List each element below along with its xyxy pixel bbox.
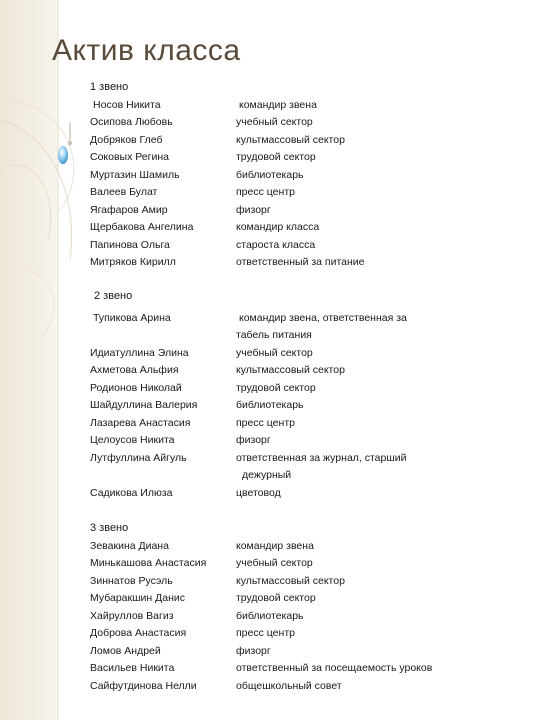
list-item <box>90 660 432 678</box>
list-item <box>90 432 407 450</box>
list-item <box>90 573 432 591</box>
list-item <box>90 485 407 503</box>
member-name: Зиннатов Русэль <box>90 574 173 587</box>
list-item <box>90 643 432 661</box>
member-name: Муртазин Шамиль <box>90 168 180 181</box>
member-role: командир звена <box>239 98 317 111</box>
member-name: Тупикова Арина <box>93 311 171 324</box>
member-role: культмассовый сектор <box>236 574 345 587</box>
list-item <box>90 380 407 398</box>
list-item <box>90 678 432 696</box>
member-name: Папинова Ольга <box>90 238 170 251</box>
list-item <box>90 362 407 380</box>
member-role: физорг <box>236 434 271 446</box>
section-3 <box>90 520 432 695</box>
member-name: Васильев Никита <box>90 662 175 674</box>
member-role: учебный сектор <box>236 346 313 359</box>
member-name: Осипова Любовь <box>90 116 173 128</box>
member-role: пресс центр <box>236 186 295 198</box>
member-role: командир звена <box>236 539 314 552</box>
member-role: пресс центр <box>236 627 295 639</box>
member-name: Добряков Глеб <box>90 133 163 146</box>
member-role-continuation: дежурный <box>242 469 292 481</box>
list-item <box>90 184 365 202</box>
member-name: Носов Никита <box>93 98 161 111</box>
member-role: библиотекарь <box>236 609 304 622</box>
list-item <box>90 397 407 415</box>
member-role: культмассовый сектор <box>236 133 345 146</box>
member-name: Сайфутдинова Нелли <box>90 679 197 692</box>
member-role: библиотекарь <box>236 399 304 411</box>
list-item <box>90 237 365 255</box>
member-role: трудовой сектор <box>236 151 316 163</box>
list-item <box>90 202 365 220</box>
list-item-continuation <box>90 467 407 485</box>
member-role: ответственный за посещаемость уроков <box>236 662 433 674</box>
member-role: ответственная за журнал, старший <box>236 451 407 464</box>
member-name: Мубаракшин Данис <box>90 592 185 604</box>
member-role-continuation: табель питания <box>236 329 312 341</box>
section-heading: 2 звено <box>94 290 133 302</box>
section-2 <box>90 288 407 502</box>
member-name: Митряков Кирилл <box>90 256 176 268</box>
list-item <box>90 310 407 328</box>
member-name: Валеев Булат <box>90 186 158 198</box>
member-name: Ахметова Альфия <box>90 364 179 376</box>
list-item <box>90 132 365 150</box>
member-name: Лутфуллина Айгуль <box>90 451 187 464</box>
member-name: Щербакова Ангелина <box>90 221 194 233</box>
member-role: трудовой сектор <box>236 381 316 394</box>
blue-bead-icon <box>58 146 68 164</box>
bead-cap-icon <box>68 141 72 146</box>
section-heading: 1 звено <box>90 81 129 93</box>
member-name: Хайруллов Вагиз <box>90 609 174 622</box>
member-role: трудовой сектор <box>236 592 316 604</box>
page-title: Актив класса <box>52 34 241 67</box>
member-name: Лазарева Анастасия <box>90 416 191 429</box>
member-name: Доброва Анастасия <box>90 627 187 639</box>
member-name: Целоусов Никита <box>90 434 175 446</box>
member-name: Ягафаров Амир <box>90 203 168 216</box>
list-item-continuation <box>90 327 407 345</box>
member-role: староста класса <box>236 238 316 251</box>
list-item <box>90 450 407 468</box>
member-name: Шайдуллина Валерия <box>90 399 198 411</box>
list-item <box>90 415 407 433</box>
list-item <box>90 254 365 272</box>
left-stripe <box>0 0 58 720</box>
member-role: общешкольный совет <box>236 679 342 692</box>
member-name: Ломов Андрей <box>90 644 161 657</box>
list-item <box>90 97 365 115</box>
member-name: Садикова Илюза <box>90 486 173 499</box>
member-role: учебный сектор <box>236 557 313 569</box>
list-item <box>90 149 365 167</box>
member-role: культмассовый сектор <box>236 364 345 376</box>
list-item <box>90 590 432 608</box>
member-role: командир класса <box>236 221 320 233</box>
member-role: физорг <box>236 644 271 657</box>
list-item <box>90 538 432 556</box>
member-name: Зевакина Диана <box>90 539 169 552</box>
member-name: Соковых Регина <box>90 151 169 163</box>
list-item <box>90 114 365 132</box>
member-role: библиотекарь <box>236 168 304 181</box>
list-item <box>90 167 365 185</box>
list-item <box>90 345 407 363</box>
list-item <box>90 608 432 626</box>
member-role: цветовод <box>236 486 281 499</box>
section-heading: 3 звено <box>90 522 129 534</box>
list-item <box>90 555 432 573</box>
member-role: ответственный за питание <box>236 256 365 268</box>
member-role: учебный сектор <box>236 116 313 128</box>
section-1 <box>90 79 365 272</box>
member-role: командир звена, ответственная за <box>239 311 407 324</box>
member-role: физорг <box>236 203 271 216</box>
member-name: Родионов Николай <box>90 381 182 394</box>
list-item <box>90 219 365 237</box>
member-name: Минькашова Анастасия <box>90 557 207 569</box>
list-item <box>90 625 432 643</box>
member-role: пресс центр <box>236 416 295 429</box>
member-name: Идиатуллина Элина <box>90 346 189 359</box>
